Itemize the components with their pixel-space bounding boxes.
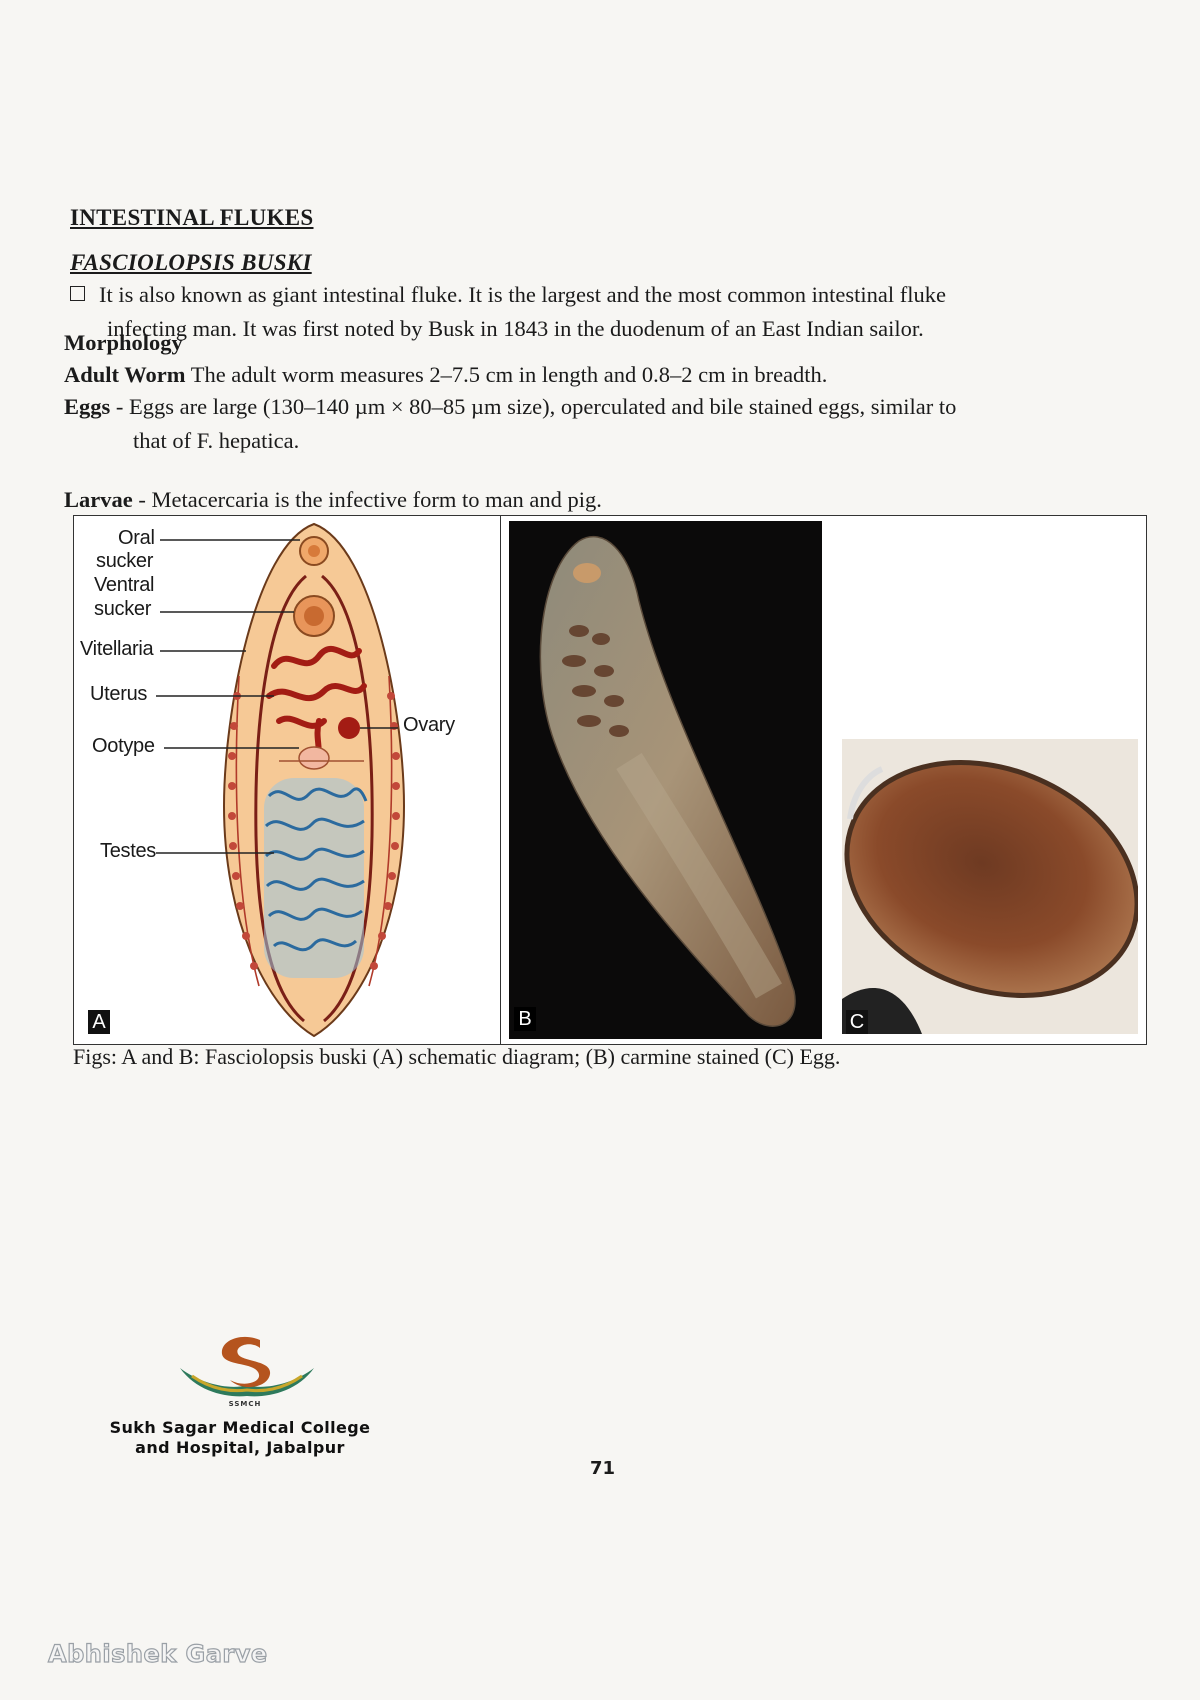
larvae-label: Larvae [64, 487, 133, 512]
adult-text: The adult worm measures 2–7.5 cm in length and 0.8–2 cm in breadth. [185, 362, 828, 387]
label-ventral-1: Ventral [94, 574, 155, 596]
egg-shell [842, 739, 1138, 1034]
college-name-line-1: Sukh Sagar Medical College [109, 1418, 371, 1437]
eggs-label: Eggs [64, 394, 111, 419]
label-testes: Testes [100, 840, 157, 862]
panel-tag-c: C [846, 1010, 868, 1034]
ovary [338, 717, 360, 739]
larvae-text: - Metacercaria is the infective form to man and pig. [132, 487, 602, 512]
label-ootype: Ootype [92, 735, 155, 757]
panel-c-egg [832, 516, 1146, 1044]
egg-photo [842, 739, 1138, 1034]
panel-tag-a: A [88, 1010, 110, 1034]
panel-tag-b: B [514, 1007, 536, 1031]
label-oral-1: Oral [118, 527, 155, 549]
adult-worm-line [64, 358, 1154, 392]
testes [264, 778, 366, 978]
stained-specimen-photo [509, 521, 822, 1039]
watermark: Abhishek Garve [48, 1640, 268, 1668]
intro-line-1: It is also known as giant intestinal fluke. It is the largest and the most common intestinal fluke [99, 282, 946, 307]
eggs-line [64, 390, 1154, 458]
ootype [299, 747, 329, 769]
logo-abbreviation: SSMCH [228, 1400, 262, 1408]
label-ventral-2: sucker [94, 598, 152, 620]
college-logo-icon [172, 1330, 322, 1405]
eggs-text: - Eggs are large (130–140 µm × 80–85 µm size), operculated and bile stained eggs, similar to [110, 394, 957, 419]
morphology-title: Morphology [64, 330, 183, 355]
intro-line-2: infecting man. It was first noted by Busk in 1843 in the duodenum of an East Indian sailor. [107, 316, 924, 341]
college-name [70, 1418, 410, 1458]
panel-b-carmine-stained [509, 521, 822, 1039]
figure-panels [73, 515, 1147, 1045]
label-vitellaria: Vitellaria [80, 638, 154, 660]
page-number: 71 [590, 1458, 616, 1479]
larvae-line [64, 483, 1154, 517]
section-heading: INTESTINAL FLUKES [70, 205, 314, 230]
eggs-text-2: that of F. hepatica. [133, 428, 300, 453]
species-heading: FASCIOLOPSIS BUSKI [70, 250, 312, 275]
college-name-line-2: and Hospital, Jabalpur [135, 1438, 345, 1457]
bullet-box-icon [70, 286, 85, 301]
label-uterus: Uterus [90, 683, 148, 705]
label-oral-2: sucker [96, 550, 154, 572]
panel-a-schematic [74, 516, 501, 1044]
label-ovary: Ovary [403, 714, 455, 736]
figure-caption: Figs: A and B: Fasciolopsis buski (A) schematic diagram; (B) carmine stained (C) Egg. [73, 1044, 841, 1069]
adult-label: Adult Worm [64, 362, 186, 387]
